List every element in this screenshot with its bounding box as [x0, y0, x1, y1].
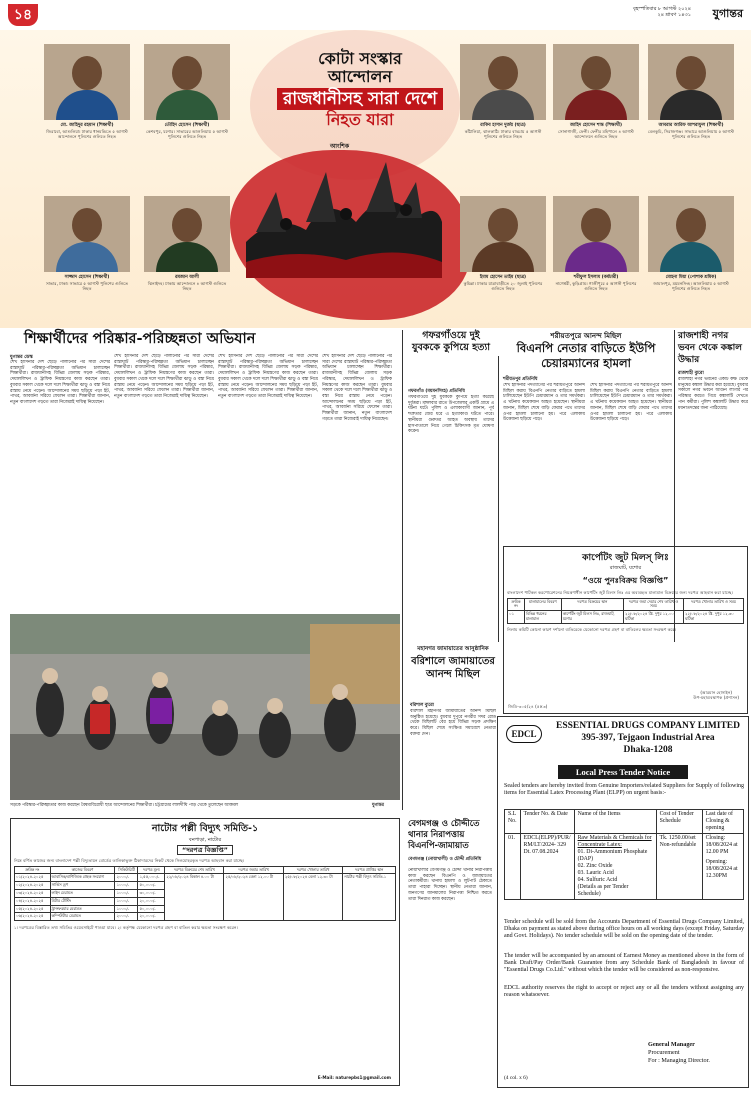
- table-row: [15, 874, 396, 882]
- carpeting-signature-block: [693, 690, 739, 701]
- edcl-tender-notice: [497, 716, 749, 1088]
- palli-td: ২৫/০৮/২০২৪ বেলা ১২.৩০ টা: [283, 874, 342, 921]
- victim-desc: জিরাবো, আশুলিয়া। ঢাকার ধানমন্ডিতে ৫ আগস্ট আন্দোলনে পুলিশের গুলিতে নিহত: [46, 128, 128, 139]
- palli-td: ০১/২০২৪-২০২৫: [15, 874, 51, 882]
- article1-photo-credit: যুগান্তর: [372, 803, 384, 808]
- palli-td: ১,৫৫,০০০/-: [138, 874, 165, 882]
- victim-photo: [44, 196, 130, 272]
- palli-td: আবাসিক/বাণিজ্যিক গ্রাহক সংযোগ: [50, 874, 115, 882]
- edcl-th: Name of the Items: [574, 810, 656, 834]
- palli-th: কাজের বিবরণ: [50, 866, 115, 874]
- palli-notes: ১। দরপত্রের বিস্তারিত তথ্য সমিতির ওয়েবসাইটে পাওয়া যাবে। ২। কর্তৃপক্ষ যেকোনো দরপত্র গ্রহণ বা বাতিল করার ক্ষমতা সংরক্ষণ করেন।: [14, 925, 238, 931]
- article1-photo: [10, 614, 400, 800]
- victim-name: রমজান আলী: [175, 275, 199, 280]
- palli-th: দরপত্র বিক্রয়ের শেষ তারিখ: [165, 866, 224, 874]
- palli-td: ৫০,০০০/-: [138, 882, 165, 890]
- edcl-sl: 01.: [505, 834, 521, 900]
- victim-card: [44, 196, 130, 291]
- carpeting-signature: (আরমান হোসাইন): [700, 689, 732, 695]
- victim-card: [144, 196, 230, 291]
- carpeting-th: মালামালের বিবরণ: [524, 598, 561, 611]
- edcl-items-cell: [574, 834, 656, 900]
- victim-photo: [648, 196, 734, 272]
- article5-byline: বরিশাল ব্যুরো: [410, 703, 434, 708]
- carpeting-table: [507, 598, 744, 624]
- victim-photo: [553, 196, 639, 272]
- edcl-table: [504, 809, 744, 900]
- carpeting-company: কার্পেটিং জুট মিলস্ লিঃ: [582, 553, 669, 563]
- palli-td: ০৩/২০২৪-২০২৫: [15, 889, 51, 897]
- article1-body-col1: শেখ হাসিনার দেশ ছেড়ে পালানোর পর সারা দেশের রাস্তাঘাট পরিষ্কার-পরিচ্ছন্নতা অভিযান চালাচ্ছেন শিক্ষার্থীরা। রাজধানীসহ বিভিন্ন জেলায় সড়ক পরিষ্কার, দেয়াললিখন ও ট্রাফিক নিয়ন্ত্রণের কাজ করছেন তারা। বুধবার সকাল থেকে দলে দলে শিক্ষার্থীরা ঝাড়ু ও বস্তা নিয়ে রাস্তায় নেমে পড়েন। আন্দোলনের সময় ছড়িয়ে পড়া ইট, পাথর, আবর্জনা সরিয়ে ফেলেন তারা। শিক্ষার্থীরা জানান, নতুন বাংলাদেশ গড়তে তারা নিজেরাই দায়িত্ব নিয়েছেন।: [10, 360, 110, 405]
- carpeting-td: ২২/০৮/২০২৪ খ্রি. দুপুর ১২.৩০ ঘটিকা: [683, 611, 743, 624]
- palli-th: দরপত্র খোলার তারিখ: [283, 866, 342, 874]
- victim-name: ইমাম হোসেন তাইম (ছাত্র): [479, 275, 527, 280]
- edcl-closing: Closing: 18/08/2024 at 12.00 PM: [705, 835, 738, 855]
- carpeting-address: রাজঘাট, যশোর: [609, 565, 642, 571]
- victim-desc: নাগেশ্বরী, কুড়িগ্রাম। গাজীপুরে ৫ আগস্ট পুলিশের গুলিতে নিহত: [555, 280, 637, 291]
- victim-name: রাকিব হাসান দুর্জয় (ছাত্র): [480, 123, 526, 128]
- carpeting-th: দরপত্র বিক্রয়ের স্থান: [561, 598, 623, 611]
- palli-table: [14, 866, 396, 922]
- edcl-opening: Opening: 18/08/2024 at 12.30PM: [705, 859, 738, 879]
- victim-photo: [144, 196, 230, 272]
- edcl-address2: Dhaka-1208: [623, 745, 673, 755]
- article3-byline: শরীয়তপুর প্রতিনিধি: [503, 377, 538, 382]
- article1-body-col3: শেখ হাসিনার দেশ ছেড়ে পালানোর পর সারা দেশের রাস্তাঘাট পরিষ্কার-পরিচ্ছন্নতা অভিযান চালাচ্ছেন শিক্ষার্থীরা। রাজধানীসহ বিভিন্ন জেলায় সড়ক পরিষ্কার, দেয়াললিখন ও ট্রাফিক নিয়ন্ত্রণের কাজ করছেন তারা। বুধবার সকাল থেকে দলে দলে শিক্ষার্থীরা ঝাড়ু ও বস্তা নিয়ে রাস্তায় নেমে পড়েন। আন্দোলনের সময় ছড়িয়ে পড়া ইট, পাথর, আবর্জনা সরিয়ে ফেলেন তারা। শিক্ষার্থীরা জানান, নতুন বাংলাদেশ গড়তে তারা নিজেরাই দায়িত্ব নিয়েছেন।: [218, 354, 318, 399]
- palli-email: E-Mail: naturepbs1@gmail.com: [317, 1075, 391, 1081]
- palli-td: ১০০০/-: [115, 882, 138, 890]
- edcl-signer1: General Manager: [648, 1041, 695, 1048]
- header-date-line2: ২৪ শ্রাবণ ১৪৩১: [657, 12, 691, 18]
- carpeting-td: কার্পেটিং জুট মিলস লিঃ, রাজঘাট, যশোর: [561, 611, 623, 624]
- palli-intro: নিম্নে বর্ণিত কাজের জন্য বাংলাদেশ পল্লী বিদ্যুতায়ন বোর্ডের তালিকাভুক্ত ঠিকাদারদের নিকট থেকে সিলমোহরকৃত দরপত্র আহবান করা যাচ্ছে।: [14, 858, 245, 863]
- article6-headline: বেগমগঞ্জ ও চৌদ্দীতে থানার নিরাপত্তায় বিএনপি-জামায়াত: [408, 818, 480, 850]
- victim-card: [553, 44, 639, 139]
- palli-title: “দরপত্র বিজ্ঞপ্তি”: [177, 845, 233, 855]
- carpeting-notice: [503, 546, 748, 714]
- palli-td: সার্ভিস ড্রপ: [50, 882, 115, 890]
- banner-title1: কোটা সংস্কার: [318, 49, 402, 68]
- carpeting-td: ০১: [508, 611, 525, 624]
- victim-desc: কুমিল্লা। ঢাকার যাত্রাবাড়ীতে ২০ জুলাই পুলিশের গুলিতে নিহত: [463, 280, 543, 291]
- palli-td: ১০০০/-: [115, 905, 138, 913]
- edcl-cost: Tk. 1250.00/set Non-refundable: [656, 834, 702, 900]
- victim-name: শরীফুল ইসলাম (কর্মচারী): [573, 275, 619, 280]
- article4-byline: রাজশাহী ব্যুরো: [678, 371, 704, 376]
- victim-name: আবরার আরিফ আশরাফুল (শিক্ষার্থী): [658, 123, 724, 128]
- palli-bidyut-notice: [10, 818, 400, 1086]
- page-number: ১৪: [8, 4, 38, 26]
- article1-body-col4: শেখ হাসিনার দেশ ছেড়ে পালানোর পর সারা দেশের রাস্তাঘাট পরিষ্কার-পরিচ্ছন্নতা অভিযান চালাচ্ছেন শিক্ষার্থীরা। রাজধানীসহ বিভিন্ন জেলায় সড়ক পরিষ্কার, দেয়াললিখন ও ট্রাফিক নিয়ন্ত্রণের কাজ করছেন তারা। বুধবার সকাল থেকে দলে দলে শিক্ষার্থীরা ঝাড়ু ও বস্তা নিয়ে রাস্তায় নেমে পড়েন। আন্দোলনের সময় ছড়িয়ে পড়া ইট, পাথর, আবর্জনা সরিয়ে ফেলেন তারা। শিক্ষার্থীরা জানান, নতুন বাংলাদেশ গড়তে তারা নিজেরাই দায়িত্ব নিয়েছেন।: [322, 354, 392, 422]
- edcl-th: Tender No. & Date: [520, 810, 574, 834]
- edcl-intro: Sealed tenders are hereby invited from Genuine Importers/related Suppliers for Supply of following items for Essential Latex Processing Plant (ELPP) on urgent basis:-: [504, 783, 744, 797]
- edcl-para1: Tender schedule will be sold from the Accounts Department of Essential Drugs Company Limited, Dhaka on payment as stated above during office hours on all working days (except Friday, Saturday and Govt. Holidays). No tender schedule will be sold on the opening date of the tender.: [504, 919, 744, 940]
- palli-td: ৫০,০০০/-: [138, 905, 165, 913]
- palli-td: ২০০০/-: [115, 874, 138, 882]
- victim-desc: কাঁঠালিয়া, ঝালকাঠি। ঢাকার বাড্ডায় ৫ আগস্ট পুলিশের গুলিতে নিহত: [464, 128, 542, 139]
- palli-place: বনপাড়া, নাটোর: [188, 837, 222, 843]
- palli-th: ক্রমিক নং: [15, 866, 51, 874]
- edcl-logo: EDCL: [506, 725, 542, 743]
- victim-card: [648, 44, 734, 139]
- palli-td: ২০০০/-: [115, 913, 138, 921]
- edcl-th: Cost of Tender Schedule: [656, 810, 702, 834]
- edcl-notice-title: Local Press Tender Notice: [558, 765, 688, 779]
- victim-name: মোহনা মিয়া (পোশাক শ্রমিক): [665, 275, 717, 280]
- victim-card: [144, 44, 230, 139]
- palli-td: নাটোর পল্লী বিদ্যুৎ সমিতি-১: [343, 874, 396, 921]
- victim-photo: [460, 196, 546, 272]
- palli-th: দরপত্র মূল্য: [138, 866, 165, 874]
- list-item: 01. Di-Ammonium Phosphate (DAP): [577, 849, 648, 862]
- article6-byline: বেগমগঞ্জ (নোয়াখালী) ও চৌদ্দী প্রতিনিধি: [408, 857, 482, 862]
- article4-headline: রাজশাহী নগর ভবন থেকে কঙ্কাল উদ্ধার: [678, 331, 742, 365]
- banner-title1b: আন্দোলন: [327, 67, 393, 86]
- edcl-signer3: For : Managing Director.: [648, 1057, 710, 1064]
- banner-partial-label: আংশিক: [330, 143, 350, 150]
- victim-desc: সোনাগাজী, ফেনী। ফেনীর মহিপালে ৪ আগস্ট আন্দোলনে গুলিতে নিহত: [558, 128, 634, 139]
- victim-photo: [553, 44, 639, 120]
- article5-headline: বরিশালে জামায়াতের আনন্দ মিছিল: [411, 656, 495, 680]
- victim-name: তৌহিদ হোসেন (শিক্ষার্থী): [164, 123, 210, 128]
- victim-name: মো. জাহিদুর রহমান (শিক্ষার্থী): [60, 123, 114, 128]
- header-date-line1: বৃহস্পতিবার ৮ আগস্ট ২০২৪: [633, 6, 691, 12]
- edcl-th: S.L No.: [505, 810, 521, 834]
- header-date: [491, 6, 691, 18]
- edcl-items-note: (Details as per Tender Schedule): [577, 884, 629, 897]
- palli-td: ০২/২০২৪-২০২৫: [15, 882, 51, 890]
- edcl-signer2: Procurement: [648, 1049, 680, 1056]
- article1-body-col2: শেখ হাসিনার দেশ ছেড়ে পালানোর পর সারা দেশের রাস্তাঘাট পরিষ্কার-পরিচ্ছন্নতা অভিযান চালাচ্ছেন শিক্ষার্থীরা। রাজধানীসহ বিভিন্ন জেলায় সড়ক পরিষ্কার, দেয়াললিখন ও ট্রাফিক নিয়ন্ত্রণের কাজ করছেন তারা। বুধবার সকাল থেকে দলে দলে শিক্ষার্থীরা ঝাড়ু ও বস্তা নিয়ে রাস্তায় নেমে পড়েন। আন্দোলনের সময় ছড়িয়ে পড়া ইট, পাথর, আবর্জনা সরিয়ে ফেলেন তারা। শিক্ষার্থীরা জানান, নতুন বাংলাদেশ গড়তে তারা নিজেরাই দায়িত্ব নিয়েছেন।: [114, 354, 214, 399]
- article3-body-col2: শেখ হাসিনার পদত্যাগের পর শরীয়তপুরে আনন্দ মিছিল করায় বিএনপি নেতার বাড়িতে হামলা চালিয়েছেন ইউপি চেয়ারম্যান ও তার সমর্থকরা। এ ঘটনায় কয়েকজন আহত হয়েছেন। স্থানীয়রা জানান, মিছিল শেষে বাড়ি ফেরার পথে তাদের ওপর হামলা চালানো হয়। পরে এলাকায় উত্তেজনা ছড়িয়ে পড়ে।: [590, 383, 672, 423]
- victim-card: [460, 44, 546, 139]
- article3-headline: বিএনপি নেতার বাড়িতে ইউপি চেয়ারম্যানের হামলা: [516, 341, 656, 370]
- victim-name: জাহিদ হোসেন শান্ত (শিক্ষার্থী): [570, 123, 622, 128]
- article2-byline: গফরগাঁও (ময়মনসিংহ) প্রতিনিধি: [408, 389, 465, 394]
- palli-td: ২৫/০৮/২০২৪ বেলা ১২.০০ টা: [224, 874, 283, 921]
- edcl-dates: [702, 834, 743, 900]
- victim-desc: ঝিনাইদহ। ঢাকায় আন্দোলনে ৪ আগস্ট গুলিতে নিহত: [147, 280, 227, 291]
- victim-desc: বেলকুচি, সিরাজগঞ্জ। সাভারে আশুলিয়ায় ৫ আগস্ট পুলিশের গুলিতে নিহত: [648, 128, 734, 139]
- article3-body-col1: শেখ হাসিনার পদত্যাগের পর শরীয়তপুরে আনন্দ মিছিল করায় বিএনপি নেতার বাড়িতে হামলা চালিয়েছেন ইউপি চেয়ারম্যান ও তার সমর্থকরা। এ ঘটনায় কয়েকজন আহত হয়েছেন। স্থানীয়রা জানান, মিছিল শেষে বাড়ি ফেরার পথে তাদের ওপর হামলা চালানো হয়। পরে এলাকায় উত্তেজনা ছড়িয়ে পড়ে।: [503, 383, 585, 423]
- article4-body: রাজশাহী নগর ভবনের একটি কক্ষ থেকে মানুষের কঙ্কাল উদ্ধার করা হয়েছে। বুধবার সকালে নগর ভবনে আগুন লাগার পর পরিষ্কার করতে গিয়ে কঙ্কালটি দেখতে পান কর্মীরা। পুলিশ কঙ্কালটি উদ্ধার করে ময়নাতদন্তের জন্য পাঠিয়েছে।: [678, 377, 748, 411]
- carpeting-td: ২২/০৮/২০২৪ খ্রি. দুপুর ১২.০০ ঘটিকা: [623, 611, 683, 624]
- edcl-company: ESSENTIAL DRUGS COMPANY LIMITED: [556, 721, 740, 731]
- article2-body: গফরগাঁওয়ে দুই যুবককে কুপিয়ে হত্যা করেছে দুর্বৃত্তরা। মঙ্গলবার রাতে উপজেলার একটি গ্রামে এ ঘটনা ঘটে। পুলিশ ও এলাকাবাসী জানান, পূর্ব শত্রুতার জের ধরে এ হত্যাকাণ্ড ঘটতে পারে। স্থানীয়রা গুরুতর আহত অবস্থায় তাদের হাসপাতালে নিয়ে গেলে চিকিৎসক মৃত ঘোষণা করেন।: [408, 395, 494, 435]
- victim-card: [648, 196, 734, 291]
- carpeting-td: বিভিন্ন ধরনের মালামাল: [524, 611, 561, 624]
- palli-td: ১০০০/-: [115, 897, 138, 905]
- edcl-tender-no: EDCL(ELPP)/PUR/ RM/LT/2024- 329 Dt. 07.08.2024: [520, 834, 574, 900]
- protest-crowd-illustration: [246, 152, 442, 278]
- palli-td: ০৫/২০২৪-২০২৫: [15, 905, 51, 913]
- edcl-th: Last date of Closing & opening: [702, 810, 743, 834]
- article1-photo-caption: সড়কে পরিষ্কার-পরিচ্ছন্নতার কাজ করছেন বৈষম্যবিরোধী ছাত্র আন্দোলনের শিক্ষার্থীরা। চট্টগ্রামের লালদীঘি পাড় থেকে তুলেছেন আকমল: [10, 803, 238, 808]
- victim-photo: [460, 44, 546, 120]
- palli-td: ২০,০০০/-: [138, 897, 165, 905]
- palli-th: দরপত্র জমার তারিখ: [224, 866, 283, 874]
- article2-headline: গফরগাঁওয়ে দুই যুবককে কুপিয়ে হত্যা: [411, 330, 491, 353]
- article5-kicker: মহানগর জামায়াতের আনুষ্ঠানিক: [417, 646, 489, 652]
- edcl-items-title: Raw Materials & Chemicals for Concentrate Latex:: [577, 835, 652, 848]
- banner-title: [260, 50, 460, 142]
- palli-td: ট্রান্সফরমার মেরামত: [50, 905, 115, 913]
- victim-name: সাজ্জাদ হোসেন (শিক্ষার্থী): [64, 275, 110, 280]
- palli-td: কম্পিউটার মেরামত: [50, 913, 115, 921]
- palli-td: ০৬/২০২৪-২০২৫: [15, 913, 51, 921]
- table-row: [505, 834, 744, 900]
- list-item: 04. Sulfuric Acid: [577, 877, 618, 883]
- banner-title3: নিহত যারা: [326, 110, 394, 129]
- palli-td: ২০,০০০/-: [138, 913, 165, 921]
- victim-photo: [648, 44, 734, 120]
- victim-photo: [144, 44, 230, 120]
- article6-body: নোয়াখালীর বেগমগঞ্জ ও চৌদ্দী থানার নিরাপত্তায় কাজ করছেন বিএনপি ও জামায়াতের নেতাকর্মীরা। থানায় হামলা ও লুটপাট ঠেকাতে তারা পাহারা দিচ্ছেন। স্থানীয় নেতারা জানান, জনগণের জানমালের নিরাপত্তা নিশ্চিত করতে তারা দিনরাত কাজ করছেন।: [408, 868, 492, 902]
- article1-headline: শিক্ষার্থীদের পরিষ্কার-পরিচ্ছন্নতা অভিযান: [24, 331, 256, 347]
- palli-th: দরপত্র প্রাপ্তির স্থান: [343, 866, 396, 874]
- list-item: 02. Zinc Oxide: [577, 863, 613, 869]
- carpeting-footer: নিলাম কমিটি কোনো কারণ দর্শানো ব্যতিরেকে যেকোনো দরপত্র গ্রহণ বা বাতিলের ক্ষমতা সংরক্ষণ করে।: [507, 626, 677, 632]
- masthead: যুগান্তর: [712, 7, 743, 20]
- carpeting-th: দরপত্র খোলার তারিখ ও সময়: [683, 598, 743, 611]
- victim-card: [553, 196, 639, 291]
- palli-td: ০৪/২০২৪-২০২৫: [15, 897, 51, 905]
- victim-card: [44, 44, 130, 139]
- list-item: 03. Lauric Acid: [577, 870, 614, 876]
- palli-org: নাটোর পল্লী বিদ্যুৎ সমিতি-১: [151, 823, 259, 834]
- victim-card: [460, 196, 546, 291]
- palli-td: ৩০,০০০/-: [138, 889, 165, 897]
- article3-kicker: শরীয়তপুরে আনন্দ মিছিল: [550, 332, 622, 340]
- palli-td: মিটার টেস্টিং: [50, 897, 115, 905]
- victim-photo: [44, 44, 130, 120]
- palli-th: সিকিউরিটি: [115, 866, 138, 874]
- victim-desc: জামালপুর, ময়মনসিংহ। আশুলিয়ায় ৫ আগস্ট পুলিশের গুলিতে নিহত: [653, 280, 729, 291]
- carpeting-intro: বাংলাদেশ পাটকল করপোরেশনের নিয়ন্ত্রণাধীন কার্পেটিং জুট মিলস লিঃ এর অব্যবহৃত মালামাল বিক্রয়ের জন্য দরপত্র আহবান করা যাচ্ছে।: [507, 590, 733, 595]
- carpeting-ref: জিডি-৩০৫/২৪ (৫×৩): [508, 704, 548, 710]
- article5-body: বরিশাল মহানগর জামায়াতের আনন্দ মিছিল অনুষ্ঠিত হয়েছে। বুধবার দুপুরে নগরীর সদর রোড থেকে মিছিলটি বের হয়ে বিভিন্ন সড়ক প্রদক্ষিণ করে। মিছিল শেষে সংক্ষিপ্ত সমাবেশে নেতারা বক্তব্য দেন।: [410, 709, 496, 737]
- carpeting-th: দরপত্র জমা দেয়ার শেষ তারিখ ও সময়: [623, 598, 683, 611]
- edcl-para2: The tender will be accompanied by an amount of Earnest Money as mentioned above in the form of Bank Draft/Pay Order/Bank Guarantee from any Schedule Bank of Bangladesh in favour of "Essential Drugs Co.Ltd." without which the tender will be considered as non-responsive.: [504, 953, 744, 974]
- carpeting-sign-title: উপ-মহাব্যবস্থাপক (প্রশাসন): [693, 695, 739, 701]
- article1-byline: যুগান্তর ডেস্ক: [10, 355, 33, 360]
- palli-td: ২২/০৮/২০২৪ বিকাল ৪.০০ টা: [165, 874, 224, 921]
- edcl-ref: (4 col. x 6): [504, 1075, 528, 1081]
- victim-desc: কেশবপুর, যশোর। সাভারের আশুলিয়ায় ৫ আগস্ট পুলিশের গুলিতে নিহত: [146, 128, 228, 139]
- palli-td: ১০০০/-: [115, 889, 138, 897]
- palli-td: লাইন মেরামত: [50, 889, 115, 897]
- victim-desc: সাভার, ঢাকা। সাভারে ৫ আগস্ট পুলিশের গুলিতে নিহত: [45, 280, 129, 291]
- carpeting-title: “ওয়ে পুনঃবিক্রয় বিজ্ঞপ্তি”: [582, 576, 669, 585]
- edcl-address1: 395-397, Tejgaon Industrial Area: [581, 733, 715, 743]
- edcl-para3: EDCL authority reserves the right to accept or reject any or all the tenders without assigning any reason whatsoever.: [504, 985, 744, 999]
- carpeting-th: ক্রমিক নং: [508, 598, 525, 611]
- banner-title2: রাজধানীসহ সারা দেশে: [277, 88, 443, 110]
